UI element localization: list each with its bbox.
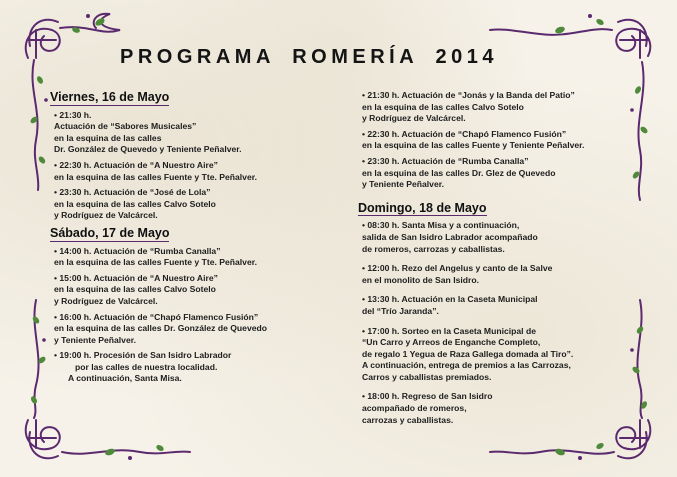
event-line: en la esquina de las calles [54, 132, 162, 143]
event-item [54, 246, 322, 269]
event-line: y Rodríguez de Valcárcel. [54, 210, 158, 221]
day-heading: Viernes, 16 de Mayo [50, 90, 170, 104]
event-line: en la esquina de las calles Dr. Glez de Quevedo [362, 167, 556, 178]
event-item [362, 294, 636, 317]
event-line: de romeros, carrozas y caballistas. [362, 243, 505, 254]
day-section-friday [50, 92, 322, 222]
page-title: PROGRAMA ROMERÍA 2014 [120, 46, 498, 68]
celtic-knot-top-right [616, 20, 650, 58]
event-line: • 14:00 h. Actuación de “Rumba Canalla” [54, 245, 221, 256]
event-item [362, 156, 636, 191]
event-item [362, 129, 636, 152]
event-line: y Rodríguez de Valcárcel. [54, 295, 158, 306]
event-line: Dr. González de Quevedo y Teniente Peñalver. [54, 144, 242, 155]
event-line: y Teniente Peñalver. [362, 179, 444, 190]
event-line: del “Trío Jaranda”. [362, 305, 439, 316]
event-item [54, 312, 322, 347]
event-line: en la esquina de las calles Dr. González de Quevedo [54, 323, 268, 334]
right-column [358, 90, 636, 430]
event-line: y Teniente Peñalver. [54, 334, 136, 345]
day-heading: Domingo, 18 de Mayo [358, 200, 487, 215]
event-line: • 23:30 h. Actuación de “José de Lola” [54, 187, 211, 198]
event-line: Actuación de “Sabores Musicales” [54, 121, 197, 132]
event-item [362, 220, 636, 255]
event-line: A continuación, entrega de premios a las Carrozas, [362, 360, 571, 371]
frame-bottom-left-line [62, 450, 190, 453]
event-line: • 21:30 h. [54, 109, 92, 120]
event-line: A continuación, Santa Misa. [68, 373, 182, 384]
event-item [362, 326, 636, 384]
event-item [54, 160, 322, 183]
event-line: en la esquina de las calles Calvo Sotelo [54, 198, 216, 209]
event-line: • 08:30 h. Santa Misa y a continuación, [362, 220, 520, 231]
event-line: • 23:30 h. Actuación de “Rumba Canalla” [362, 155, 529, 166]
event-line: en la esquina de las calles Calvo Sotelo [362, 101, 524, 112]
frame-top-right-line [490, 29, 612, 35]
event-line: salida de San Isidro Labrador acompañado [362, 231, 538, 242]
event-line: de regalo 1 Yegua de Raza Gallega domada al Tiro”. [362, 348, 574, 359]
event-line: Carros y caballistas premiados. [362, 371, 492, 382]
event-line: carrozas y caballistas. [362, 414, 454, 425]
celtic-knot-top-left [26, 20, 60, 58]
event-line: en la esquina de las calles Fuente y Teniente Peñalver. [362, 140, 585, 151]
event-line: • 22:30 h. Actuación de “A Nuestro Aire” [54, 159, 218, 170]
event-item [54, 187, 322, 222]
event-item [54, 350, 322, 385]
event-item [54, 273, 322, 308]
event-line: • 19:00 h. Procesión de San Isidro Labrador [54, 350, 232, 361]
event-item [362, 263, 636, 286]
event-line: y Rodríguez de Valcárcel. [362, 113, 466, 124]
event-line: • 21:30 h. Actuación de “Jonás y la Banda del Patio” [362, 90, 575, 100]
event-line: en la esquina de las calles Fuente y Tte. Peñalver. [54, 171, 257, 182]
day-section-saturday [50, 225, 322, 385]
event-line: • 16:00 h. Actuación de “Chapó Flamenco Fusión” [54, 311, 259, 322]
event-line: • 18:00 h. Regreso de San Isidro [362, 391, 493, 402]
event-item [362, 391, 636, 426]
event-line: en la esquina de las calles Calvo Sotelo [54, 284, 216, 295]
day-section-sunday [358, 200, 636, 427]
frame-top-left-curl [60, 14, 120, 32]
event-line: • 22:30 h. Actuación de “Chapó Flamenco Fusión” [362, 128, 567, 139]
event-item [54, 110, 322, 156]
event-line: acompañado de romeros, [362, 403, 467, 414]
event-line: • 12:00 h. Rezo del Angelus y canto de la Salve [362, 263, 553, 274]
event-line: • 15:00 h. Actuación de “A Nuestro Aire” [54, 272, 218, 283]
left-column [50, 86, 322, 389]
event-line: en la esquina de las calles Fuente y Tte. Peñalver. [54, 257, 257, 268]
frame-bottom-right-line [490, 450, 614, 453]
frame-right-lower-line [637, 300, 642, 418]
day-heading: Sábado, 17 de Mayo [50, 225, 170, 240]
event-line: • 13:30 h. Actuación en la Caseta Municipal [362, 294, 538, 305]
celtic-knot-bottom-left [26, 420, 60, 458]
event-line: • 17:00 h. Sorteo en la Caseta Municipal de [362, 325, 536, 336]
event-line: por las calles de nuestra localidad. [75, 361, 218, 372]
event-line: en el monolito de San Isidro. [362, 274, 479, 285]
event-line: “Un Carro y Arreos de Enganche Completo, [362, 337, 541, 348]
event-item [362, 90, 636, 125]
